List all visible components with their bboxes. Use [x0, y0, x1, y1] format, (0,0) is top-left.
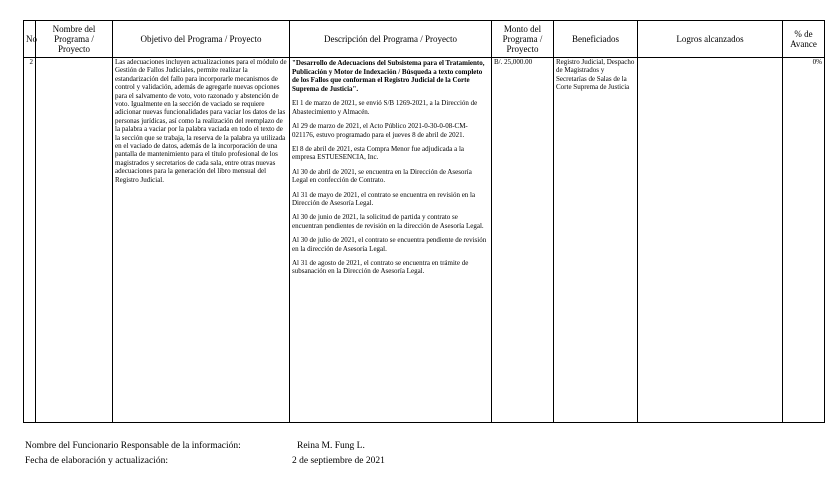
cell-monto: B/. 25,000.00 — [492, 58, 554, 423]
fecha-label: Fecha de elaboración y actualización: — [25, 456, 168, 466]
header-beneficiados: Beneficiados — [554, 21, 638, 58]
header-avance: % de Avance — [783, 21, 825, 58]
programs-table — [23, 20, 825, 423]
header-descripcion: Descripción del Programa / Proyecto — [290, 21, 492, 58]
descripcion-item: El 8 de abril de 2021, esta Compra Menor fue adjudicada a la empresa ESTUESENCIA, Inc. — [292, 145, 465, 162]
descripcion-item: Al 30 de julio de 2021, el contrato se encuentra pendiente de revisión en la dirección de Asesoría Legal. — [292, 236, 487, 253]
descripcion-item: Al 30 de abril de 2021, se encuentra en la Dirección de Asesoría Legal en confección de Contrato. — [292, 167, 472, 185]
responsable-value: Reina M. Fung L. — [297, 441, 365, 451]
header-monto: Monto del Programa / Proyecto — [492, 21, 554, 58]
table-row — [24, 58, 825, 423]
cell-avance: 0% — [783, 58, 825, 423]
descripcion-title: "Desarrollo de Adecuacions del Subsistema para el Tratamiento, Publicación y Motor de Indexación / Búsqueda a texto completo de los Fallos que conforman el Registro Judicial de la Corte Suprema de Justicia". — [292, 59, 485, 93]
header-nombre: Nombre del Programa / Proyecto — [36, 21, 113, 58]
descripcion-item: Al 30 de junio de 2021, la solicitud de partida y contrato se encuentran pendientes de revisión en la dirección de Asesoría Legal. — [292, 213, 484, 230]
cell-descripcion — [290, 58, 492, 423]
header-logros: Logros alcanzados — [638, 21, 783, 58]
fecha-value: 2 de septiembre de 2021 — [292, 456, 385, 466]
cell-objetivo: Las adecuaciones incluyen actualizaciones para el módulo de Gestión de Fallos Judiciales, permite realizar la estandarización del fallo para incorporarle mecanismos de control y validación, además de agregarle nuevas opciones para el salvamento de voto, voto razonado y abstención de voto. Igualmente en la sección de vaciado se requiere adicionar nuevas funcionalidades para vaciar los datos de las personas jurídicas, así como la realización del reemplazo de la palabra a vaciar por la palabra vaciada en todo el texto de la sección que se trabaja, la reserva de la palabra ya utilizada en el vaciado de datos, además de la incorporación de una pantalla de mantenimiento para el título profesional de los magistrados y secretarios de cada sala, entre otras nuevas adecuaciones para la generación del libro mensual del Registro Judicial. — [113, 58, 290, 423]
descripcion-item: El 1 de marzo de 2021, se envió S/B 1269-2021, a la Dirección de Abastecimiento y Almacén. — [292, 99, 478, 116]
table-header-row — [24, 21, 825, 58]
cell-logros — [638, 58, 783, 423]
cell-no: 2 — [24, 58, 36, 423]
cell-beneficiados: Registro Judicial, Despacho de Magistrados y Secretarías de Salas de la Corte Suprema de Justicia — [554, 58, 638, 423]
descripcion-item: Al 31 de agosto de 2021, el contrato se encuentra en trámite de subsanación en la Dirección de Asesoría Legal. — [292, 259, 469, 276]
descripcion-item: Al 31 de mayo de 2021, el contrato se encuentra en revisión en la Dirección de Asesoría Legal. — [292, 190, 476, 208]
descripcion-item: Al 29 de marzo de 2021, el Acto Público 2021-0-30-0-08-CM-021176, estuvo programado para el jueves 8 de abril de 2021. — [292, 122, 468, 139]
header-no: No — [24, 21, 36, 58]
header-objetivo: Objetivo del Programa / Proyecto — [113, 21, 290, 58]
responsable-label: Nombre del Funcionario Responsable de la información: — [25, 441, 241, 451]
cell-nombre — [36, 58, 113, 423]
